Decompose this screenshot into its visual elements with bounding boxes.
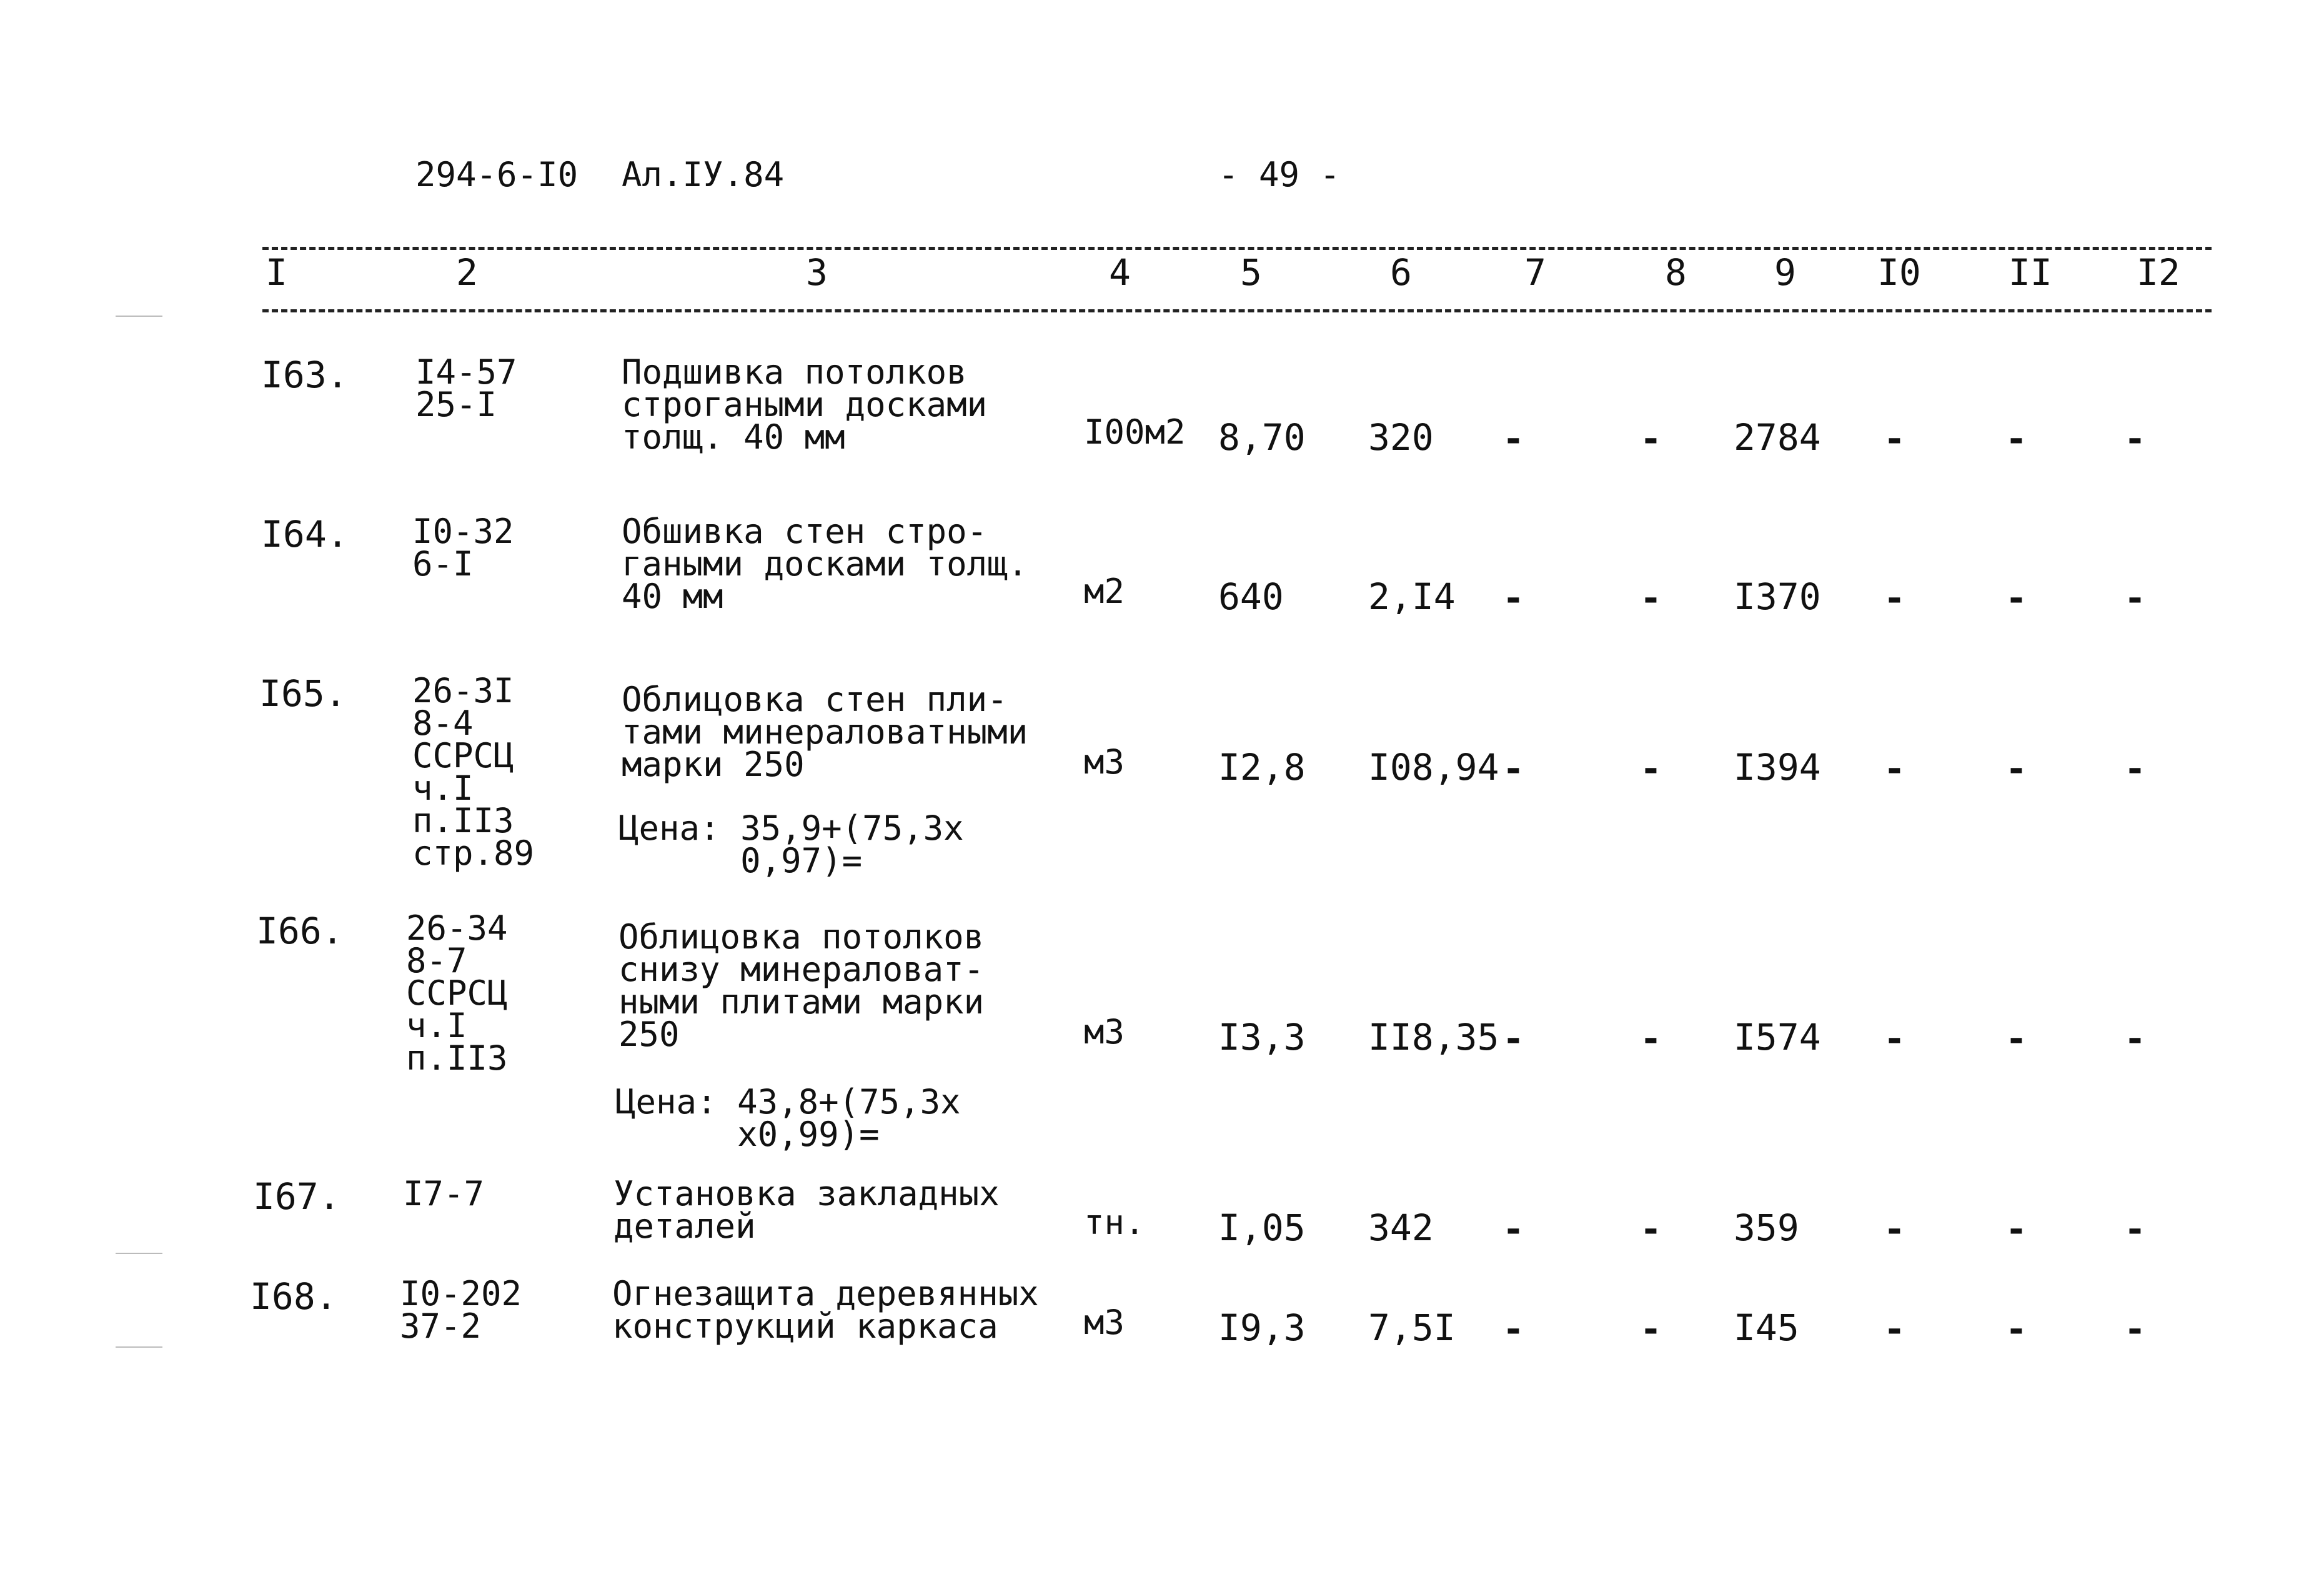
col10-cell: - (1884, 417, 1905, 460)
column-number-7: 7 (1524, 251, 1546, 294)
norm-code-line: ССРСЦ (406, 973, 508, 1013)
work-description-line: марки 250 (622, 745, 805, 784)
norm-code-line: стр.89 (412, 833, 535, 873)
unit-cell: м2 (1084, 572, 1125, 611)
col8-cell: - (1640, 1017, 1662, 1060)
unit-cost-cell: 342 (1368, 1206, 1434, 1249)
quantity-cell: I,05 (1218, 1206, 1306, 1249)
col7-cell: - (1502, 1017, 1524, 1060)
quantity-cell: I9,3 (1218, 1306, 1306, 1349)
col8-cell: - (1640, 1208, 1662, 1250)
work-description-line: конструкций каркаса (612, 1306, 998, 1346)
col10-cell: - (1884, 1017, 1905, 1060)
norm-code-line: 6-I (412, 544, 474, 584)
col7-cell: - (1502, 747, 1524, 790)
work-description-line: снизу минераловат- (618, 950, 985, 989)
total-cost-cell: I574 (1734, 1016, 1821, 1058)
col11-cell: - (2005, 577, 2027, 619)
column-number-6: 6 (1390, 251, 1412, 294)
header-rule-top (262, 247, 2212, 250)
col11-cell: - (2005, 417, 2027, 460)
work-description-line: Обшивка стен стро- (622, 512, 988, 551)
row-number: I66. (256, 910, 344, 952)
total-cost-cell: I394 (1734, 746, 1821, 789)
page-number: - 49 - (1218, 155, 1341, 194)
unit-cell: м3 (1084, 1303, 1125, 1342)
work-description-line: ными плитами марки (618, 982, 985, 1022)
col11-cell: - (2005, 1017, 2027, 1060)
col7-cell: - (1502, 1308, 1524, 1350)
price-formula-line: Цена: 43,8+(75,3х (615, 1082, 961, 1122)
quantity-cell: I2,8 (1218, 746, 1306, 789)
col11-cell: - (2005, 1308, 2027, 1350)
total-cost-cell: I45 (1734, 1306, 1799, 1349)
col7-cell: - (1502, 417, 1524, 460)
unit-cell: м3 (1084, 1012, 1125, 1052)
norm-code-line: 8-4 (412, 704, 474, 743)
column-number-10: I0 (1877, 251, 1921, 294)
col12-cell: - (2124, 1308, 2146, 1350)
unit-cell: I00м2 (1084, 412, 1186, 452)
margin-mark (116, 316, 162, 317)
quantity-cell: I3,3 (1218, 1016, 1306, 1058)
price-formula-line: 0,97)= (618, 841, 863, 880)
norm-code-line: 26-3I (412, 671, 514, 710)
price-formula-line: х0,99)= (615, 1115, 880, 1154)
unit-cell: м3 (1084, 742, 1125, 782)
norm-code-line: ССРСЦ (412, 736, 514, 775)
column-number-5: 5 (1240, 251, 1262, 294)
col7-cell: - (1502, 1208, 1524, 1250)
work-description-line: Облицовка потолков (618, 917, 985, 957)
col12-cell: - (2124, 1208, 2146, 1250)
norm-code-line: I7-7 (403, 1174, 485, 1213)
column-number-8: 8 (1665, 251, 1687, 294)
unit-cell: тн. (1084, 1203, 1145, 1242)
norm-code-line: п.II3 (406, 1038, 508, 1078)
row-number: I67. (253, 1175, 340, 1218)
unit-cost-cell: 320 (1368, 416, 1434, 459)
column-number-1: I (266, 251, 287, 294)
column-number-12: I2 (2137, 251, 2180, 294)
work-description-line: Огнезащита деревянных (612, 1274, 1039, 1313)
total-cost-cell: I370 (1734, 575, 1821, 618)
unit-cost-cell: II8,35 (1368, 1016, 1499, 1058)
col11-cell: - (2005, 747, 2027, 790)
norm-code-line: 8-7 (406, 941, 467, 980)
col12-cell: - (2124, 417, 2146, 460)
column-number-2: 2 (456, 251, 478, 294)
work-description-line: деталей (613, 1206, 756, 1246)
norm-code-line: I4-57 (415, 352, 517, 392)
work-description-line: строгаными досками (622, 385, 988, 424)
total-cost-cell: 359 (1734, 1206, 1799, 1249)
col12-cell: - (2124, 747, 2146, 790)
col10-cell: - (1884, 577, 1905, 619)
unit-cost-cell: 7,5I (1368, 1306, 1456, 1349)
work-description-line: толщ. 40 мм (622, 417, 845, 457)
row-number: I65. (259, 672, 347, 715)
column-number-9: 9 (1774, 251, 1796, 294)
col8-cell: - (1640, 417, 1662, 460)
total-cost-cell: 2784 (1734, 416, 1821, 459)
work-description-line: 250 (618, 1015, 680, 1054)
norm-code-line: п.II3 (412, 801, 514, 840)
quantity-cell: 640 (1218, 575, 1284, 618)
margin-mark (116, 1253, 162, 1254)
col10-cell: - (1884, 1208, 1905, 1250)
work-description-line: тами минераловатными (622, 712, 1028, 752)
col7-cell: - (1502, 577, 1524, 619)
col8-cell: - (1640, 1308, 1662, 1350)
column-number-4: 4 (1109, 251, 1131, 294)
norm-code-line: I0-202 (400, 1274, 522, 1313)
work-description-line: 40 мм (622, 577, 723, 616)
header-rule-bottom (262, 309, 2212, 312)
work-description-line: Установка закладных (613, 1174, 1000, 1213)
norm-code-line: ч.I (406, 1006, 467, 1045)
row-number: I68. (250, 1275, 337, 1318)
doc-code: 294-6-I0 (415, 155, 579, 194)
norm-code-line: I0-32 (412, 512, 514, 551)
column-number-11: II (2009, 251, 2052, 294)
norm-code-line: ч.I (412, 769, 474, 808)
col12-cell: - (2124, 577, 2146, 619)
unit-cost-cell: 2,I4 (1368, 575, 1456, 618)
norm-code-line: 26-34 (406, 908, 508, 948)
col10-cell: - (1884, 747, 1905, 790)
col8-cell: - (1640, 577, 1662, 619)
norm-code-line: 25-I (415, 385, 497, 424)
album-number: Ал.IУ.84 (622, 155, 785, 194)
quantity-cell: 8,70 (1218, 416, 1306, 459)
work-description-line: гаными досками толщ. (622, 544, 1028, 584)
col11-cell: - (2005, 1208, 2027, 1250)
norm-code-line: 37-2 (400, 1306, 482, 1346)
row-number: I64. (261, 513, 349, 555)
work-description-line: Облицовка стен пли- (622, 680, 1008, 719)
row-number: I63. (261, 354, 349, 396)
column-number-3: 3 (806, 251, 828, 294)
col12-cell: - (2124, 1017, 2146, 1060)
margin-mark (116, 1346, 162, 1348)
col10-cell: - (1884, 1308, 1905, 1350)
col8-cell: - (1640, 747, 1662, 790)
work-description-line: Подшивка потолков (622, 352, 967, 392)
price-formula-line: Цена: 35,9+(75,3х (618, 808, 964, 848)
unit-cost-cell: I08,94 (1368, 746, 1499, 789)
